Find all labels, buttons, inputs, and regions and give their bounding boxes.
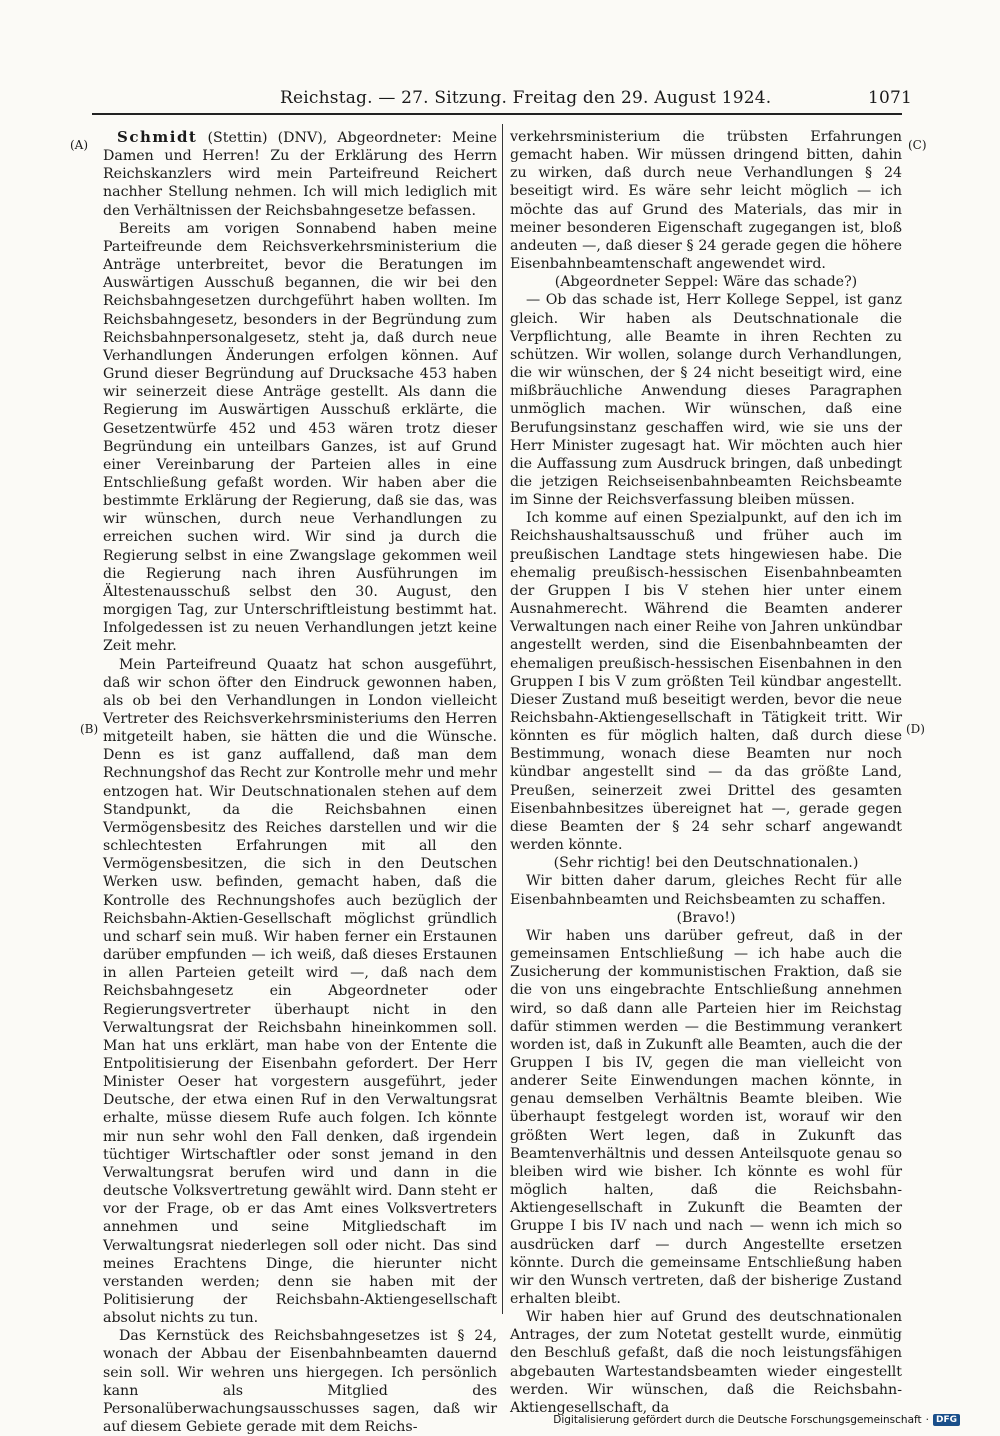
right-column	[510, 128, 902, 1417]
footer-credit	[553, 1414, 960, 1426]
paragraph: Wir haben hier auf Grund des deutschnationalen Antrages, der zum Notetat gestellt wurde, einmütig den Beschluß gefaßt, daß die noch leistungsfähigen abgebauten Wartestandsbeamten wieder eingestellt werden. Wir wünschen, daß die Reichsbahn-Aktiengesellschaft, da	[510, 1309, 902, 1416]
header-title: Reichstag. — 27. Sitzung. Freitag den 29. August 1924.	[280, 88, 772, 108]
margin-marker-b: (B)	[80, 722, 99, 736]
interjection: (Abgeordneter Seppel: Wäre das schade?)	[554, 274, 858, 291]
paragraph: Mein Parteifreund Quaatz hat schon ausgeführt, daß wir schon öfter den Eindruck gewonnen haben, als ob bei den Verhandlungen in London vielleicht Vertreter des Reichsverkehrsministeriums den Herren mitgeteilt haben, sie hätten die und die Wünsche. Denn es ist ganz auffallend, daß man dem Rechnungshof das Recht zur Kontrolle mehr und mehr entzogen hat. Wir Deutschnationalen stehen auf dem Standpunkt, da die Reichsbahnen einen Vermögensbesitz des Reiches darstellen und wir die schlechtesten Erfahrungen mit all den Vermögensbesitzen, die sich in den Deutschen Werken usw. befinden, gemacht haben, daß die Kontrolle des Rechnungshofes auch bezüglich der Reichsbahn-Aktien-Gesellschaft möglichst gründlich und scharf sein muß. Wir haben ferner ein Erstaunen darüber empfunden — ich weiß, daß dieses Erstaunen in allen Parteien geteilt wird —, daß nach dem Reichsbahngesetz ein Abgeordneter oder Regierungsvertreter überhaupt nicht in den Verwaltungsrat der Reichsbahn hineinkommen soll. Man hat uns erklärt, man habe von der Entente die Entpolitisierung der Eisenbahn gefordert. Der Herr Minister Oeser hat vorgestern ausgeführt, jeder Deutsche, der etwa einen Ruf in den Verwaltungsrat erhalte, müsse diesem Rufe auch folgen. Ich könnte mir nun sehr wohl den Fall denken, daß irgendein tüchtiger Wirtschaftler oder sonst jemand in den Verwaltungsrat berufen wird und dann in die deutsche Volksvertretung gewählt wird. Dann steht er vor der Frage, ob er das Amt eines Volksvertreters annehmen und seine Mitgliedschaft im Verwaltungsrat niederlegen soll oder nicht. Das sind meines Erachtens Dinge, die hierunter nicht verstanden werden; denn sie haben mit der Politisierung der Reichsbahn-Aktiengesellschaft absolut nichts zu tun.	[103, 656, 497, 1327]
margin-marker-c: (C)	[908, 138, 927, 152]
paragraph: Wir haben uns darüber gefreut, daß in der gemeinsamen Entschließung — ich habe auch die Zusicherung der kommunistischen Fraktion, daß sie die von uns eingebrachte Entschließung annehmen wird, so daß dann alle Parteien hier im Reichstag dafür stimmen werden — die Bestimmung verankert worden ist, daß in Zukunft alle Beamten, auch die der Gruppen I bis IV, gegen die man vielleicht von anderer Seite Einwendungen machen könnte, in genau demselben Verhältnis Beamte bleiben. Wie überhaupt festgelegt worden ist, worauf wir den größten Wert legen, daß in Zukunft das Beamtenverhältnis und dessen Anteilsquote genau so bleiben wird wie bisher. Ich könnte es wohl für möglich halten, daß die Reichsbahn-Aktiengesellschaft in Zukunft die Beamten der Gruppe I bis IV nach und nach — wenn ich mich so ausdrücken darf — durch Angestellte ersetzen könnte. Durch die gemeinsame Entschließung haben wir den Wunsch vertreten, daß der bisherige Zustand erhalten bleibt.	[510, 927, 902, 1307]
speaker-name: Schmidt	[117, 128, 198, 146]
speech-intro	[103, 128, 497, 220]
footer-separator: ·	[925, 1414, 929, 1426]
margin-marker-d: (D)	[906, 722, 925, 736]
dfg-logo-icon: DFG	[933, 1414, 960, 1426]
interjection: (Bravo!)	[676, 909, 736, 926]
left-column	[103, 128, 497, 1436]
interjection: (Sehr richtig! bei den Deutschnationalen.)	[553, 855, 859, 872]
paragraph: Bereits am vorigen Sonnabend haben meine Parteifreunde dem Reichsverkehrsministerium die Anträge unterbreitet, bevor die Beratungen im Auswärtigen Ausschuß begannen, die wir bei den Reichsbahngesetzen durchgeführt haben wollten. Im Reichsbahngesetz, besonders in der Begründung zum Reichsbahnpersonalgesetz, steht ja, daß durch neue Verhandlungen Änderungen erfolgen können. Auf Grund dieser Begründung auf Drucksache 453 haben wir seinerzeit diese Anträge gestellt. Als dann die Regierung im Auswärtigen Ausschuß erklärte, die Gesetzentwürfe 452 und 453 wären trotz dieser Begründung ein unteilbars Ganzes, ist auf Grund einer Vereinbarung der Parteien alles in eine Entschließung gefaßt worden. Wir haben aber die bestimmte Erklärung der Regierung, daß sie das, was wir wünschen, durch neue Verhandlungen zu erreichen suchen wird. Wir sind ja durch die Regierung selbst in eine Zwangslage gekommen weil die Regierung nach ihren Ausführungen im Ältestenausschuß selbst den 30. August, den morgigen Tag, zur Unterschriftleistung bestimmt hat. Infolgedessen ist zu neuen Verhandlungen jetzt keine Zeit mehr.	[103, 220, 497, 655]
paragraph: Wir bitten daher darum, gleiches Recht für alle Eisenbahnbeamten und Reichsbeamten zu schaffen.	[510, 873, 902, 908]
margin-marker-a: (A)	[70, 138, 89, 152]
page-number: 1071	[868, 88, 913, 108]
paragraph: Das Kernstück des Reichsbahngesetzes ist § 24, wonach der Abbau der Eisenbahnbeamten dauernd sein soll. Wir wehren uns hiergegen. Ich persönlich kann als Mitglied des Personalüberwachungsausschusses sagen, daß wir auf diesem Gebiete gerade mit dem Reichs-	[103, 1328, 497, 1436]
paragraph: — Ob das schade ist, Herr Kollege Seppel, ist ganz gleich. Wir haben als Deutschnationale die Verpflichtung, alle Beamte in ihren Rechten zu schützen. Wir wollen, solange durch Verhandlungen, die wir wünschen, der § 24 nicht beseitigt wird, eine mißbräuchliche Anwendung dieses Paragraphen unmöglich machen. Wir wünschen, daß eine Berufungsinstanz geschaffen wird, wie sie uns der Herr Minister zugesagt hat. Wir möchten auch hier die Auffassung zum Ausdruck bringen, daß unbedingt die jetzigen Reichseisenbahnbeamten Reichsbeamte im Sinne der Reichsverfassung bleiben müssen.	[510, 292, 902, 509]
paragraph: verkehrsministerium die trübsten Erfahrungen gemacht haben. Wir müssen dringend bitten, dahin zu wirken, daß durch neue Verhandlungen § 24 beseitigt wird. Es wäre sehr leicht möglich — ich möchte das auf Grund des Materials, das mir in meiner besonderen Eigenschaft zugegangen ist, bloß andeuten —, daß dieser § 24 gerade gegen die höhere Eisenbahnbeamtenschaft angewendet wird.	[510, 129, 902, 273]
header-rule	[92, 113, 902, 115]
running-header	[0, 84, 1000, 114]
column-divider	[502, 124, 503, 1314]
intro-text: (Stettin) (DNV), Abgeordneter: Meine Damen und Herren! Zu der Erklärung des Herrn Reichskanzlers wird mein Parteifreund Reichert nachher Stellung nehmen. Ich will mich lediglich mit den Verhältnissen der Reichsbahngesetze befassen.	[103, 130, 497, 219]
paragraph: Ich komme auf einen Spezialpunkt, auf den ich im Reichshaushaltsausschuß und früher auch im preußischen Landtage stets hingewiesen habe. Die ehemalig preußisch-hessischen Eisenbahnbeamten der Gruppen I bis V stehen hier unter einem Ausnahmerecht. Während die Beamten anderer Verwaltungen nach einer Reihe von Jahren unkündbar angestellt werden, sind die Eisenbahnbeamten der ehemaligen preußisch-hessischen Eisenbahnen in den Gruppen I bis V zum größten Teil kündbar angestellt. Dieser Zustand muß beseitigt werden, bevor die neue Reichsbahn-Aktiengesellschaft in Tätigkeit tritt. Wir könnten es für möglich halten, daß durch diese Bestimmung, wonach diese Beamten nur noch kündbar angestellt sind — da das größte Land, Preußen, seinerzeit zwei Drittel des gesamten Eisenbahnbesitzes übereignet hat —, gerade gegen diese Beamten der § 24 sehr scharf angewandt werden könnte.	[510, 510, 902, 854]
footer-text: Digitalisierung gefördert durch die Deutsche Forschungsgemeinschaft	[553, 1414, 922, 1426]
